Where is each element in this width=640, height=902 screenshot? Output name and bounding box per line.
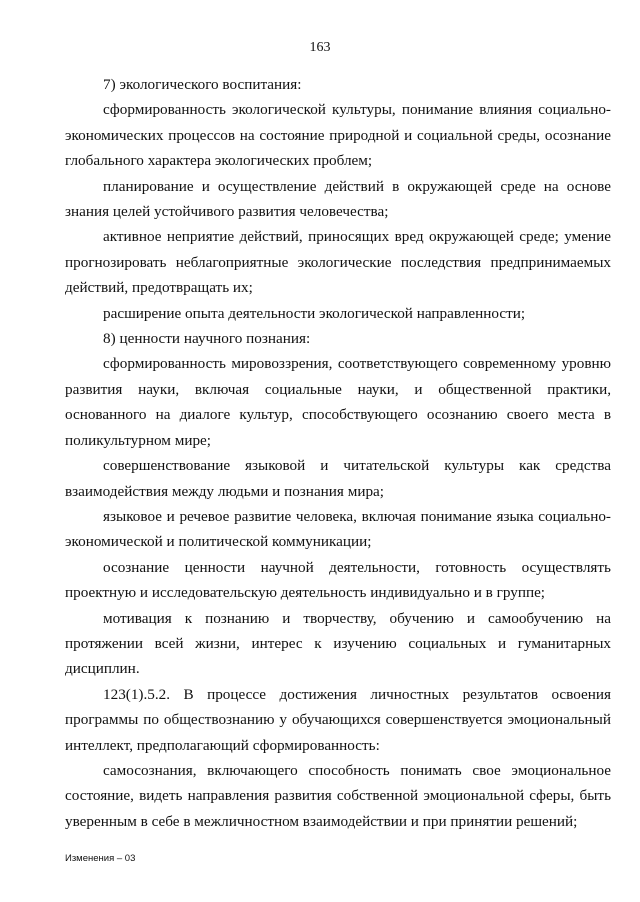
paragraph: сформированность мировоззрения, соответствующего современному уровню развития науки, включая социальные науки, и общественной практики, основанного на диалоге культур, способствующего осознанию своего места в поликультурном мире; <box>65 355 611 449</box>
paragraph: 8) ценности научного познания: <box>103 330 311 348</box>
page-number: 163 <box>309 40 331 55</box>
paragraph: совершенствование языковой и читательской культуры как средства взаимодействия между людьми и познания мира; <box>65 457 611 500</box>
footer-revision-note: Изменения – 03 <box>65 853 136 864</box>
document-body <box>65 72 611 834</box>
paragraph: расширение опыта деятельности экологической направленности; <box>103 304 526 322</box>
paragraph: языковое и речевое развитие человека, включая понимание языка социально-экономической и политической коммуникации; <box>65 507 611 551</box>
paragraph: планирование и осуществление действий в окружающей среде на основе знания целей устойчивого развития человечества; <box>65 177 611 221</box>
paragraph: самосознания, включающего способность понимать свое эмоциональное состояние, видеть направления развития собственной эмоциональной сферы, быть уверенным в себе в межличностном взаимодействии и при принятии решений; <box>65 761 611 830</box>
paragraph: 7) экологического воспитания: <box>103 76 302 93</box>
paragraph: активное неприятие действий, приносящих вред окружающей среде; умение прогнозировать неблагоприятные экологические последствия предпринимаемых действий, предотвращать их; <box>65 228 611 297</box>
paragraph: мотивация к познанию и творчеству, обучению и самообучению на протяжении всей жизни, интерес к изучению социальных и гуманитарных дисциплин. <box>65 609 611 678</box>
paragraph: 123(1).5.2. В процессе достижения личностных результатов освоения программы по обществознанию у обучающихся совершенствуется эмоциональный интеллект, предполагающий сформированность: <box>65 685 611 754</box>
paragraph: сформированность экологической культуры, понимание влияния социально-экономических процессов на состояние природной и социальной среды, осознание глобального характера экологических проблем; <box>65 101 611 170</box>
paragraph: осознание ценности научной деятельности, готовность осуществлять проектную и исследовательскую деятельность индивидуально и в группе; <box>65 558 611 602</box>
